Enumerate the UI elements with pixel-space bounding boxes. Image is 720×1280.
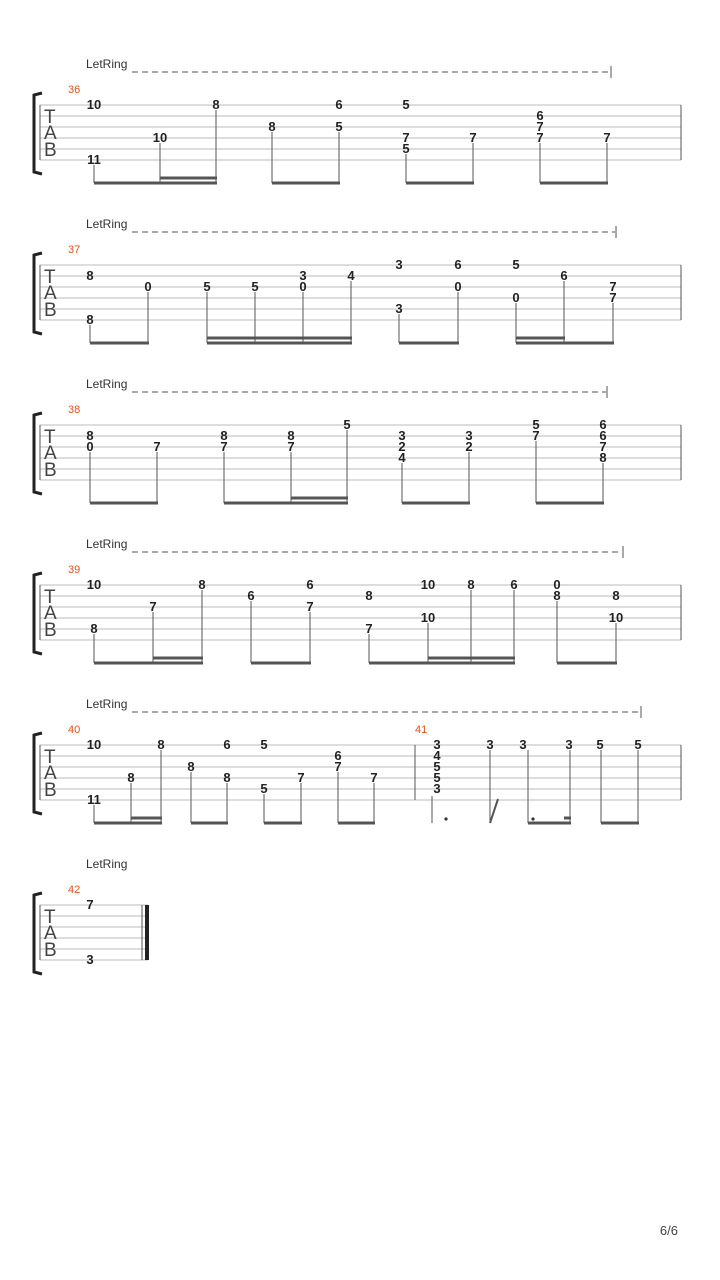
page-number: 6/6 [659,1223,678,1238]
note-stems [94,110,607,183]
fret-number: 3 [433,737,441,752]
fret-number: 0 [454,279,462,294]
fret-number: 8 [612,588,620,603]
fret-number: 7 [365,621,373,636]
fret-number: 8 [187,759,195,774]
beams [94,178,608,183]
fret-number: 6 [599,428,607,443]
tab-system-4 [0,535,720,705]
fret-number: 7 [599,439,607,454]
note-stems [94,750,638,823]
tab-letter-b: B [44,140,57,161]
fret-number: 8 [268,119,276,134]
measure-number: 40 [68,724,81,736]
fret-number: 10 [152,130,168,145]
fret-number: 8 [223,770,231,785]
beams [90,338,614,343]
fret-number: 5 [402,141,410,156]
fret-number: 2 [465,439,473,454]
beams [94,818,639,823]
fret-number: 4 [433,748,441,763]
fret-number: 0 [144,279,152,294]
fret-number: 5 [251,279,259,294]
fret-number: 7 [86,897,94,912]
fret-number: 3 [395,301,403,316]
fret-number: 3 [565,737,573,752]
fret-number: 4 [347,268,355,283]
let-ring-label: LetRing [86,377,128,391]
fret-number: 3 [395,257,403,272]
fret-number: 7 [370,770,378,785]
staff-lines [40,265,681,320]
tab-letter-b: B [44,620,57,641]
fret-number: 3 [519,737,527,752]
fret-number: 3 [465,428,473,443]
fret-numbers [87,97,611,167]
fret-number: 5 [433,770,441,785]
tab-system-6 [0,855,720,1025]
fret-numbers [86,897,93,967]
fret-number: 8 [157,737,165,752]
fret-number: 5 [203,279,211,294]
let-ring-label: LetRing [86,57,128,71]
fret-number: 0 [299,279,307,294]
tab-staff [0,375,720,545]
fret-number: 7 [149,599,157,614]
fret-number: 8 [220,428,228,443]
tab-letter-t: T [44,907,56,928]
staff-lines [40,585,681,640]
fret-number: 10 [420,577,436,592]
tab-letter-b: B [44,780,57,801]
fret-number: 6 [510,577,518,592]
beams [94,658,617,663]
note-stems [90,281,613,343]
note-stems [90,430,603,503]
fret-number: 5 [532,417,540,432]
fret-number: 6 [334,748,342,763]
fret-number: 6 [306,577,314,592]
fret-number: 3 [86,952,94,967]
fret-number: 11 [87,792,101,807]
fret-number: 7 [306,599,314,614]
tab-staff [0,695,720,865]
note-stems [94,590,616,663]
fret-number: 6 [454,257,462,272]
fret-number: 8 [467,577,475,592]
fret-number: 6 [335,97,343,112]
fret-number: 7 [609,290,617,305]
tab-system-3 [0,375,720,545]
tab-letter-t: T [44,267,56,288]
fret-number: 7 [153,439,161,454]
fret-number: 8 [90,621,98,636]
tab-letter-a: A [44,123,57,144]
fret-number: 0 [512,290,520,305]
tab-letter-a: A [44,283,57,304]
fret-number: 5 [634,737,642,752]
note-flag [490,799,498,823]
fret-number: 7 [287,439,295,454]
fret-number: 8 [86,268,94,283]
measure-number: 37 [68,244,81,256]
tab-system-5 [0,695,720,865]
fret-number: 7 [469,130,477,145]
fret-number: 7 [297,770,305,785]
fret-number: 8 [287,428,295,443]
tab-letter-a: A [44,603,57,624]
fret-number: 7 [603,130,611,145]
let-ring-label: LetRing [86,857,128,871]
dotted-note [531,817,534,820]
fret-number: 5 [343,417,351,432]
fret-number: 5 [335,119,343,134]
staff-lines [40,425,681,480]
fret-number: 8 [553,588,561,603]
tab-letter-b: B [44,460,57,481]
fret-number: 3 [433,781,441,796]
fret-number: 7 [536,130,544,145]
dotted-note [444,817,447,820]
fret-number: 3 [486,737,494,752]
measure-number: 38 [68,404,81,416]
fret-number: 8 [212,97,220,112]
let-ring-label: LetRing [86,217,128,231]
fret-number: 7 [609,279,617,294]
fret-number: 7 [536,119,544,134]
fret-number: 4 [398,450,406,465]
fret-number: 0 [553,577,561,592]
fret-number: 10 [420,610,436,625]
fret-number: 7 [532,428,540,443]
fret-number: 8 [198,577,206,592]
fret-number: 7 [334,759,342,774]
fret-number: 5 [260,781,268,796]
tab-letter-t: T [44,747,56,768]
tab-letter-b: B [44,940,57,961]
fret-number: 6 [223,737,231,752]
tab-staff [0,55,720,225]
fret-number: 8 [599,450,607,465]
fret-number: 5 [402,97,410,112]
tab-letter-a: A [44,763,57,784]
measure-number: 39 [68,564,81,576]
fret-number: 10 [608,610,624,625]
fret-number: 2 [398,439,406,454]
fret-number: 6 [560,268,568,283]
final-barline-thick [145,905,149,960]
measure-number: 41 [415,724,428,736]
fret-number: 10 [86,737,102,752]
let-ring-label: LetRing [86,537,128,551]
fret-number: 5 [596,737,604,752]
fret-number: 6 [599,417,607,432]
fret-number: 8 [127,770,135,785]
staff-lines [40,105,681,160]
tab-staff [0,215,720,385]
fret-number: 0 [86,439,94,454]
fret-number: 5 [260,737,268,752]
tab-system-2 [0,215,720,385]
fret-number: 11 [87,152,101,167]
fret-number: 6 [247,588,255,603]
fret-number: 6 [536,108,544,123]
tab-letter-a: A [44,443,57,464]
fret-numbers [87,737,642,807]
tab-letter-t: T [44,427,56,448]
measure-number: 42 [68,884,81,896]
staff-lines [40,745,681,800]
tab-staff [0,855,720,1025]
tab-letter-a: A [44,923,57,944]
fret-number: 3 [398,428,406,443]
fret-number: 10 [86,97,102,112]
tab-staff [0,535,720,705]
fret-number: 8 [86,312,94,327]
fret-number: 5 [433,759,441,774]
let-ring-label: LetRing [86,697,128,711]
fret-number: 7 [220,439,228,454]
fret-number: 8 [86,428,94,443]
fret-number: 7 [402,130,410,145]
tab-system-1 [0,55,720,225]
tab-letter-t: T [44,107,56,128]
fret-number: 3 [299,268,307,283]
fret-number: 5 [512,257,520,272]
fret-number: 10 [86,577,102,592]
measure-number: 36 [68,84,81,96]
tab-letter-t: T [44,587,56,608]
tab-letter-b: B [44,300,57,321]
fret-number: 8 [365,588,373,603]
